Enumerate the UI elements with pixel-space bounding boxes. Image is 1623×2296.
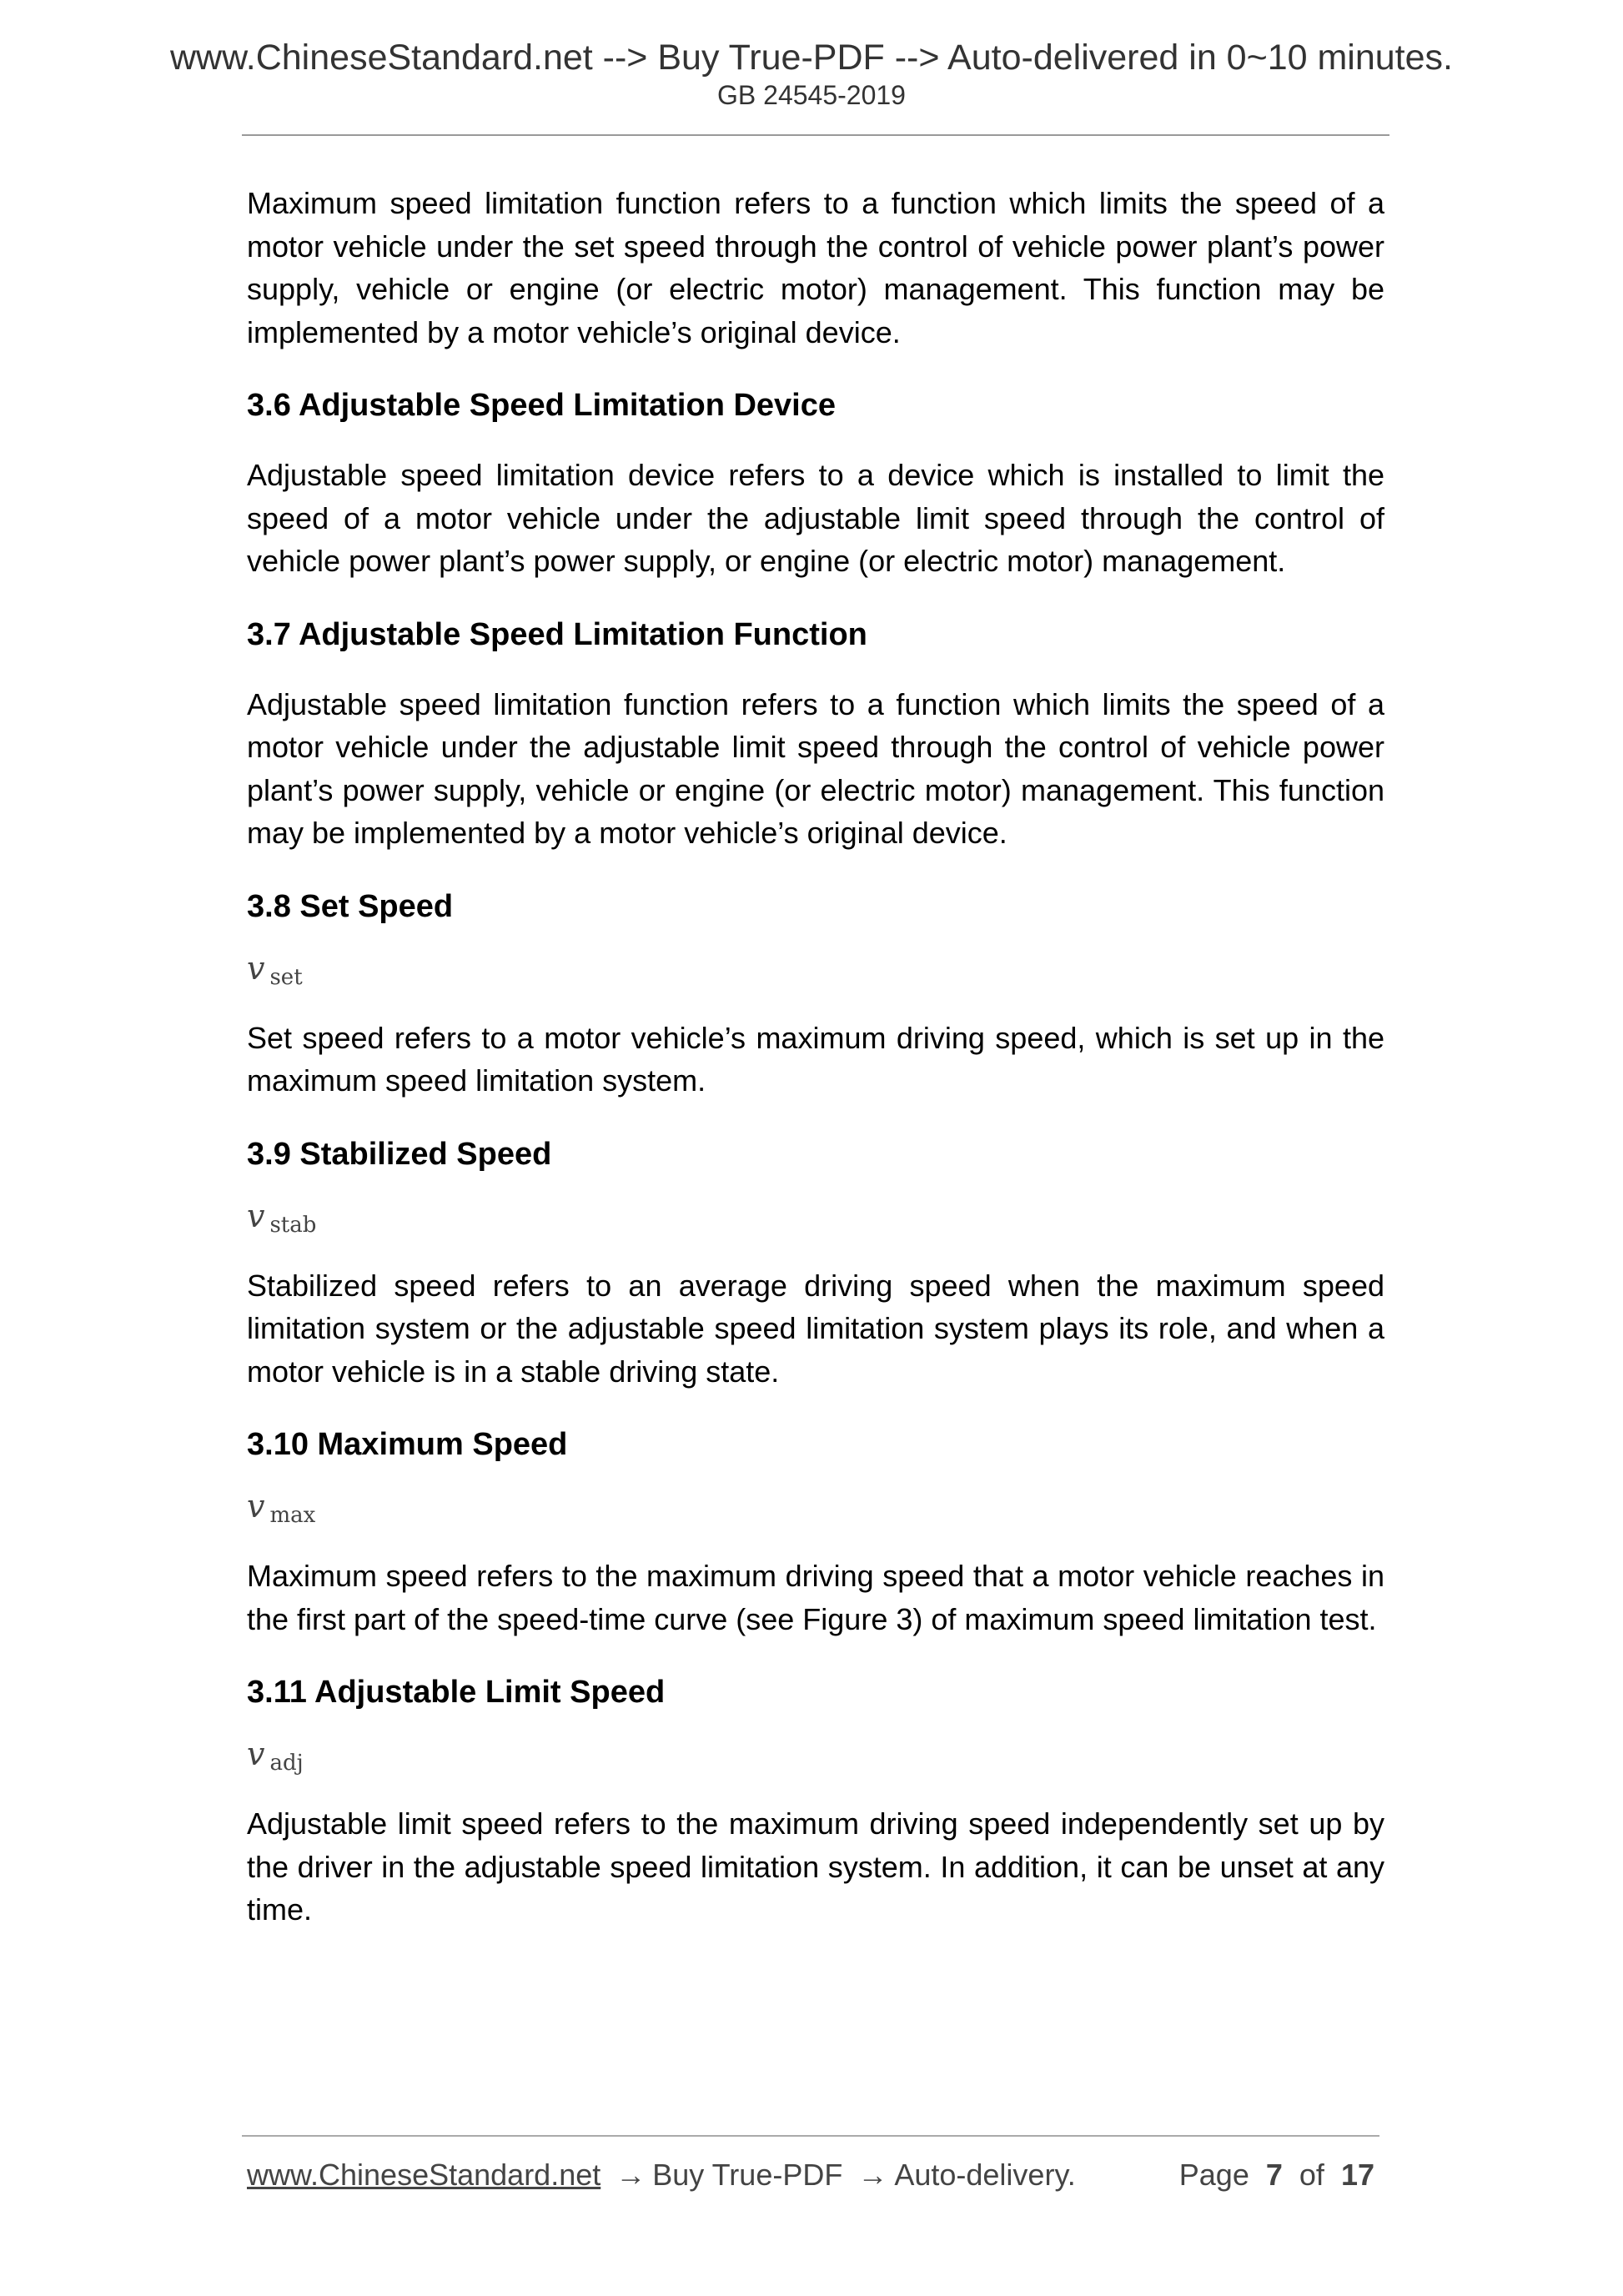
section-3-9-text: Stabilized speed refers to an average driving speed when the maximum speed limitation system or the adjustable speed limitation system plays its role, and when a motor vehicle is in a stable driving state. (247, 1268, 1384, 1389)
footer-delivery-text: Auto-delivery. (894, 2158, 1076, 2192)
section-3-7-heading: 3.7 Adjustable Speed Limitation Function (247, 616, 867, 652)
section-3-10-text: Maximum speed refers to the maximum driving speed that a motor vehicle reaches in the first part of the speed-time curve (see Figure 3) of maximum speed limitation test. (247, 1559, 1384, 1636)
section-3-11-text: Adjustable limit speed refers to the maximum driving speed independently set up by the driver in the adjustable speed limitation system. In addition, it can be unset at any time. (247, 1806, 1384, 1927)
symbol-v: v (247, 1197, 265, 1234)
page-indicator (1179, 2160, 1374, 2190)
symbol-v: v (247, 1736, 265, 1772)
symbol-subscript: set (269, 964, 303, 990)
section-3-11-heading: 3.11 Adjustable Limit Speed (247, 1675, 666, 1710)
symbol-subscript: adj (269, 1751, 304, 1776)
symbol-subscript: max (269, 1503, 316, 1528)
header-divider (242, 134, 1389, 136)
arrow-right-icon: → (616, 2158, 646, 2192)
stabilized-speed-symbol (247, 1191, 1384, 1248)
symbol-subscript: stab (269, 1212, 317, 1238)
page-total: 17 (1340, 2158, 1374, 2192)
footer-site-link[interactable]: www.ChineseStandard.net (247, 2158, 601, 2192)
footer-buy-text: Buy True-PDF (652, 2158, 843, 2192)
symbol-v: v (247, 949, 265, 987)
set-speed-symbol (247, 943, 1384, 1000)
page-footer (247, 2160, 1384, 2190)
section-3-6-heading: 3.6 Adjustable Speed Limitation Device (247, 388, 837, 423)
adjustable-limit-speed-symbol (247, 1729, 1384, 1786)
page-content (247, 182, 1384, 1932)
intro-paragraph: Maximum speed limitation function refers to a function which limits the speed of a motor vehicle under the set speed through the control of vehicle power plant’s power supply, vehicle or engine (or electric motor) management. This function may be implemented by a motor vehicle’s original device. (247, 186, 1384, 349)
page-number: 7 (1265, 2158, 1283, 2192)
arrow-right-icon: → (857, 2158, 888, 2192)
symbol-v: v (247, 1488, 265, 1525)
section-3-7-text: Adjustable speed limitation function refers to a function which limits the speed of a motor vehicle under the adjustable limit speed through the control of vehicle power plant’s power supply, vehicle or engine (or electric motor) management. This function may be implemented by a motor vehicle’s original device. (247, 686, 1384, 850)
maximum-speed-symbol (247, 1481, 1384, 1538)
section-3-6-text: Adjustable speed limitation device refers to a device which is installed to limit the speed of a motor vehicle under the adjustable limit speed through the control of vehicle power plant’s power supply, or engine (or electric motor) management. (247, 458, 1384, 578)
page-of-label: of (1299, 2158, 1324, 2192)
section-3-8-text: Set speed refers to a motor vehicle’s maximum driving speed, which is set up in the maximum speed limitation system. (247, 1020, 1384, 1098)
section-3-9-heading: 3.9 Stabilized Speed (247, 1136, 552, 1172)
document-id: GB 24545-2019 (717, 80, 906, 110)
site-banner: www.ChineseStandard.net --> Buy True-PDF --> Auto-delivered in 0~10 minutes. (169, 38, 1453, 78)
page-label: Page (1178, 2158, 1249, 2192)
footer-divider (242, 2135, 1379, 2137)
section-3-8-heading: 3.8 Set Speed (247, 888, 454, 924)
section-3-10-heading: 3.10 Maximum Speed (247, 1427, 568, 1462)
